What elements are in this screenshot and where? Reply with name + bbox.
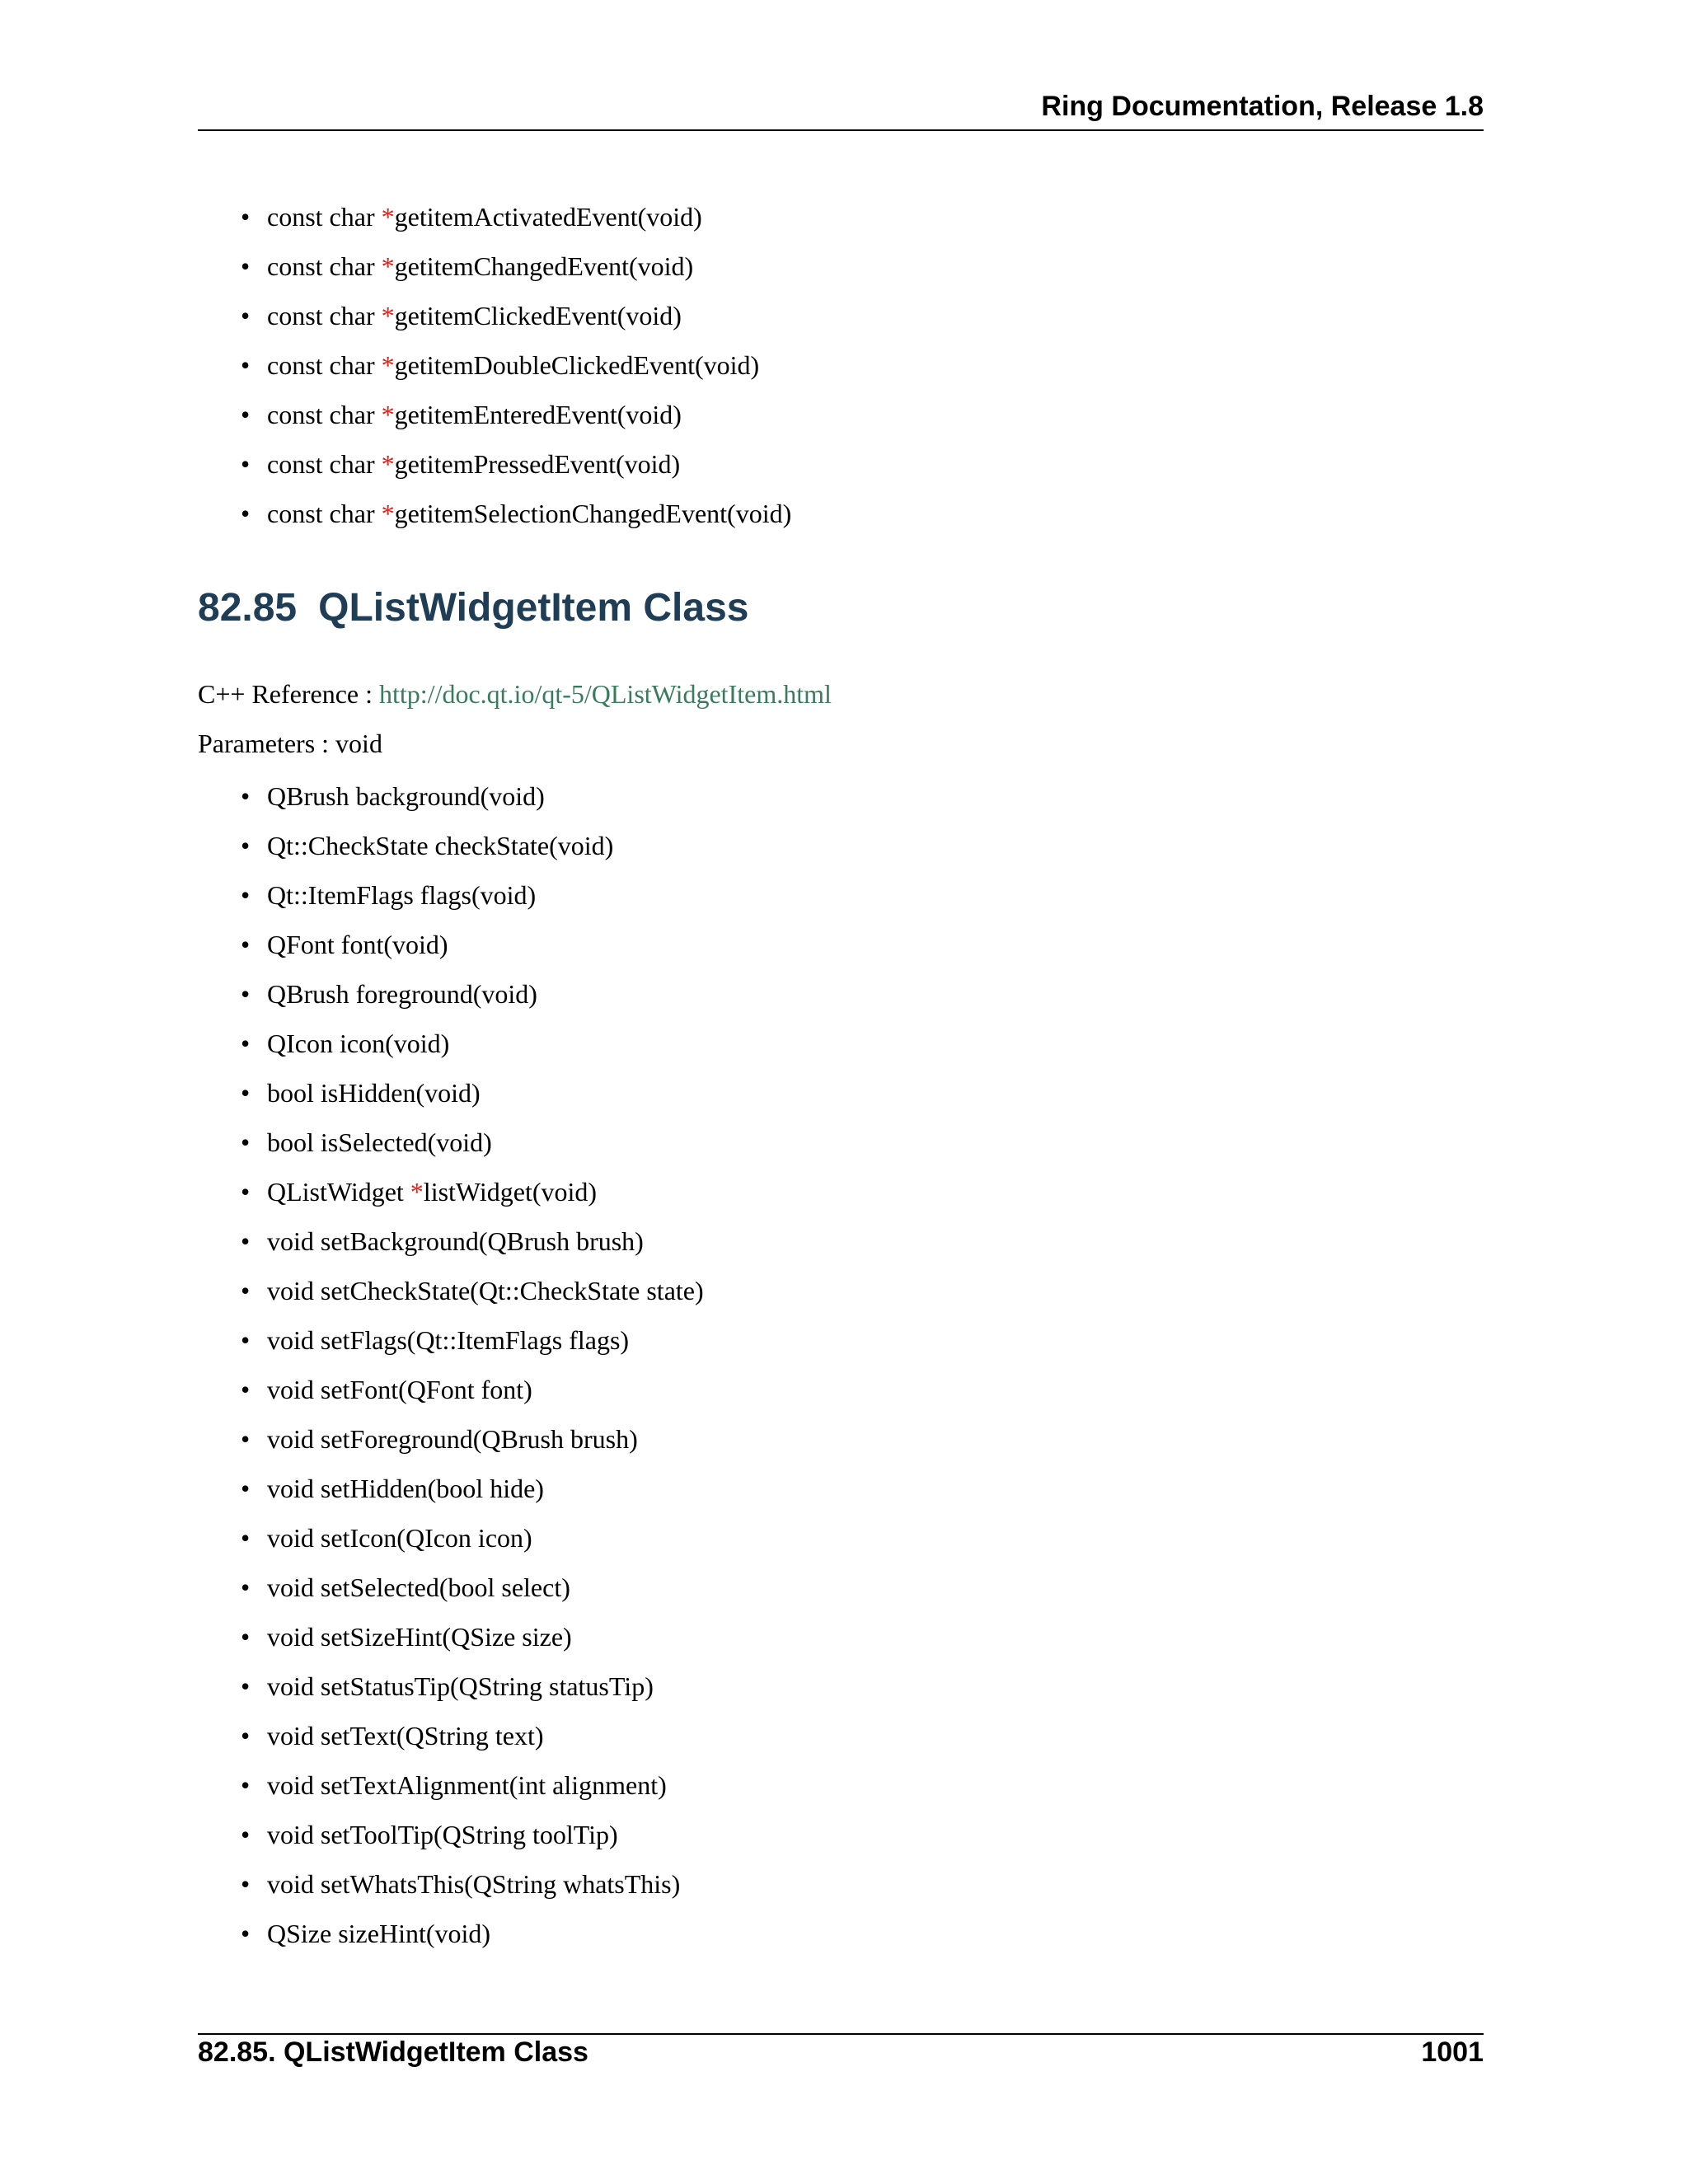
parameters-value: void [335, 729, 382, 758]
bullet-icon: • [241, 1276, 251, 1305]
cpp-reference-link[interactable]: http://doc.qt.io/qt-5/QListWidgetItem.html [379, 679, 832, 709]
running-header: Ring Documentation, Release 1.8 [1041, 91, 1484, 122]
item-text-suffix: getitemEnteredEvent(void) [394, 400, 682, 429]
list-item [198, 439, 791, 489]
section-title: QListWidgetItem Class [318, 586, 749, 630]
bullet-icon: • [241, 301, 251, 330]
item-text-suffix: getitemPressedEvent(void) [394, 449, 681, 479]
list-item [198, 1810, 704, 1859]
list-item [198, 1216, 704, 1266]
list-item [198, 1909, 704, 1958]
list-item [198, 340, 791, 390]
item-text: Qt::CheckState checkState(void) [267, 831, 614, 860]
item-text: void setText(QString text) [267, 1721, 544, 1750]
item-text: const char [267, 499, 382, 528]
item-text: void setStatusTip(QString statusTip) [267, 1671, 654, 1701]
item-text: bool isHidden(void) [267, 1078, 481, 1108]
pointer-star: * [410, 1177, 424, 1207]
item-text: QListWidget [267, 1177, 410, 1207]
list-item [198, 1661, 704, 1711]
item-text: const char [267, 449, 382, 479]
item-text-suffix: listWidget(void) [423, 1177, 598, 1207]
bullet-icon: • [241, 1177, 251, 1207]
bullet-icon: • [241, 1127, 251, 1157]
page-number: 1001 [1421, 2036, 1484, 2068]
list-item [198, 821, 704, 870]
bullet-icon: • [241, 1424, 251, 1454]
item-text: const char [267, 202, 382, 232]
page-footer [198, 2036, 1484, 2069]
list-item [198, 1315, 704, 1365]
list-item [198, 1859, 704, 1909]
bullet-icon: • [241, 1029, 251, 1058]
list-item [198, 1266, 704, 1315]
list-item [198, 1365, 704, 1414]
list-item [198, 969, 704, 1019]
header-rule [198, 129, 1484, 131]
bullet-icon: • [241, 1325, 251, 1355]
list-item [198, 489, 791, 538]
footer-rule [198, 2033, 1484, 2035]
item-text: QSize sizeHint(void) [267, 1919, 491, 1948]
item-text: QBrush background(void) [267, 781, 545, 811]
item-text: void setTextAlignment(int alignment) [267, 1770, 667, 1800]
bullet-icon: • [241, 1226, 251, 1256]
item-text: bool isSelected(void) [267, 1127, 492, 1157]
list-item [198, 1019, 704, 1068]
item-text-suffix: getitemDoubleClickedEvent(void) [394, 350, 760, 380]
pointer-star: * [381, 449, 395, 479]
item-text: void setBackground(QBrush brush) [267, 1226, 644, 1256]
list-item [198, 1612, 704, 1661]
list-item [198, 1711, 704, 1760]
list-item [198, 1513, 704, 1563]
list-item [198, 1760, 704, 1810]
item-text: void setSizeHint(QSize size) [267, 1622, 572, 1652]
item-text: void setFlags(Qt::ItemFlags flags) [267, 1325, 630, 1355]
bullet-icon: • [241, 930, 251, 959]
list-item [198, 192, 791, 241]
item-text: const char [267, 251, 382, 281]
item-text: void setToolTip(QString toolTip) [267, 1820, 618, 1849]
item-text: const char [267, 350, 382, 380]
item-text-suffix: getitemClickedEvent(void) [394, 301, 682, 330]
bullet-icon: • [241, 400, 251, 429]
bullet-icon: • [241, 1572, 251, 1602]
bullet-icon: • [241, 1919, 251, 1948]
item-text: Qt::ItemFlags flags(void) [267, 880, 537, 910]
bullet-icon: • [241, 880, 251, 910]
list-item [198, 1563, 704, 1612]
list-item [198, 1068, 704, 1118]
bullet-icon: • [241, 1869, 251, 1899]
list-item [198, 390, 791, 439]
event-getter-list [198, 192, 791, 538]
section-number: 82.85 [198, 586, 298, 630]
bullet-icon: • [241, 1523, 251, 1553]
list-item [198, 920, 704, 969]
bullet-icon: • [241, 781, 251, 811]
pointer-star: * [381, 400, 395, 429]
parameters-label: Parameters : [198, 729, 336, 758]
item-text: QIcon icon(void) [267, 1029, 450, 1058]
cpp-reference [198, 679, 832, 710]
bullet-icon: • [241, 350, 251, 380]
item-text-suffix: getitemChangedEvent(void) [394, 251, 694, 281]
list-item [198, 291, 791, 340]
item-text: void setWhatsThis(QString whatsThis) [267, 1869, 681, 1899]
list-item [198, 1167, 704, 1216]
item-text: void setHidden(bool hide) [267, 1474, 544, 1503]
item-text: QBrush foreground(void) [267, 979, 537, 1009]
bullet-icon: • [241, 1721, 251, 1750]
pointer-star: * [381, 251, 395, 281]
bullet-icon: • [241, 1622, 251, 1652]
footer-section-label: 82.85. QListWidgetItem Class [198, 2036, 588, 2068]
list-item [198, 1414, 704, 1464]
bullet-icon: • [241, 1671, 251, 1701]
pointer-star: * [381, 350, 395, 380]
item-text-suffix: getitemSelectionChangedEvent(void) [394, 499, 792, 528]
section-heading [198, 585, 748, 630]
pointer-star: * [381, 499, 395, 528]
bullet-icon: • [241, 251, 251, 281]
bullet-icon: • [241, 1770, 251, 1800]
list-item [198, 241, 791, 291]
item-text: void setSelected(bool select) [267, 1572, 570, 1602]
method-list [198, 771, 704, 1958]
cpp-reference-label: C++ Reference : [198, 679, 379, 709]
bullet-icon: • [241, 202, 251, 232]
parameters-line [198, 729, 382, 759]
bullet-icon: • [241, 499, 251, 528]
item-text-suffix: getitemActivatedEvent(void) [394, 202, 702, 232]
item-text: void setForeground(QBrush brush) [267, 1424, 638, 1454]
bullet-icon: • [241, 1820, 251, 1849]
list-item [198, 1118, 704, 1167]
bullet-icon: • [241, 1474, 251, 1503]
list-item [198, 1464, 704, 1513]
item-text: void setFont(QFont font) [267, 1375, 532, 1404]
pointer-star: * [381, 301, 395, 330]
item-text: const char [267, 400, 382, 429]
list-item [198, 771, 704, 821]
bullet-icon: • [241, 831, 251, 860]
list-item [198, 870, 704, 920]
bullet-icon: • [241, 1375, 251, 1404]
item-text: QFont font(void) [267, 930, 448, 959]
item-text: void setCheckState(Qt::CheckState state) [267, 1276, 704, 1305]
pointer-star: * [381, 202, 395, 232]
bullet-icon: • [241, 449, 251, 479]
item-text: const char [267, 301, 382, 330]
bullet-icon: • [241, 979, 251, 1009]
bullet-icon: • [241, 1078, 251, 1108]
item-text: void setIcon(QIcon icon) [267, 1523, 532, 1553]
